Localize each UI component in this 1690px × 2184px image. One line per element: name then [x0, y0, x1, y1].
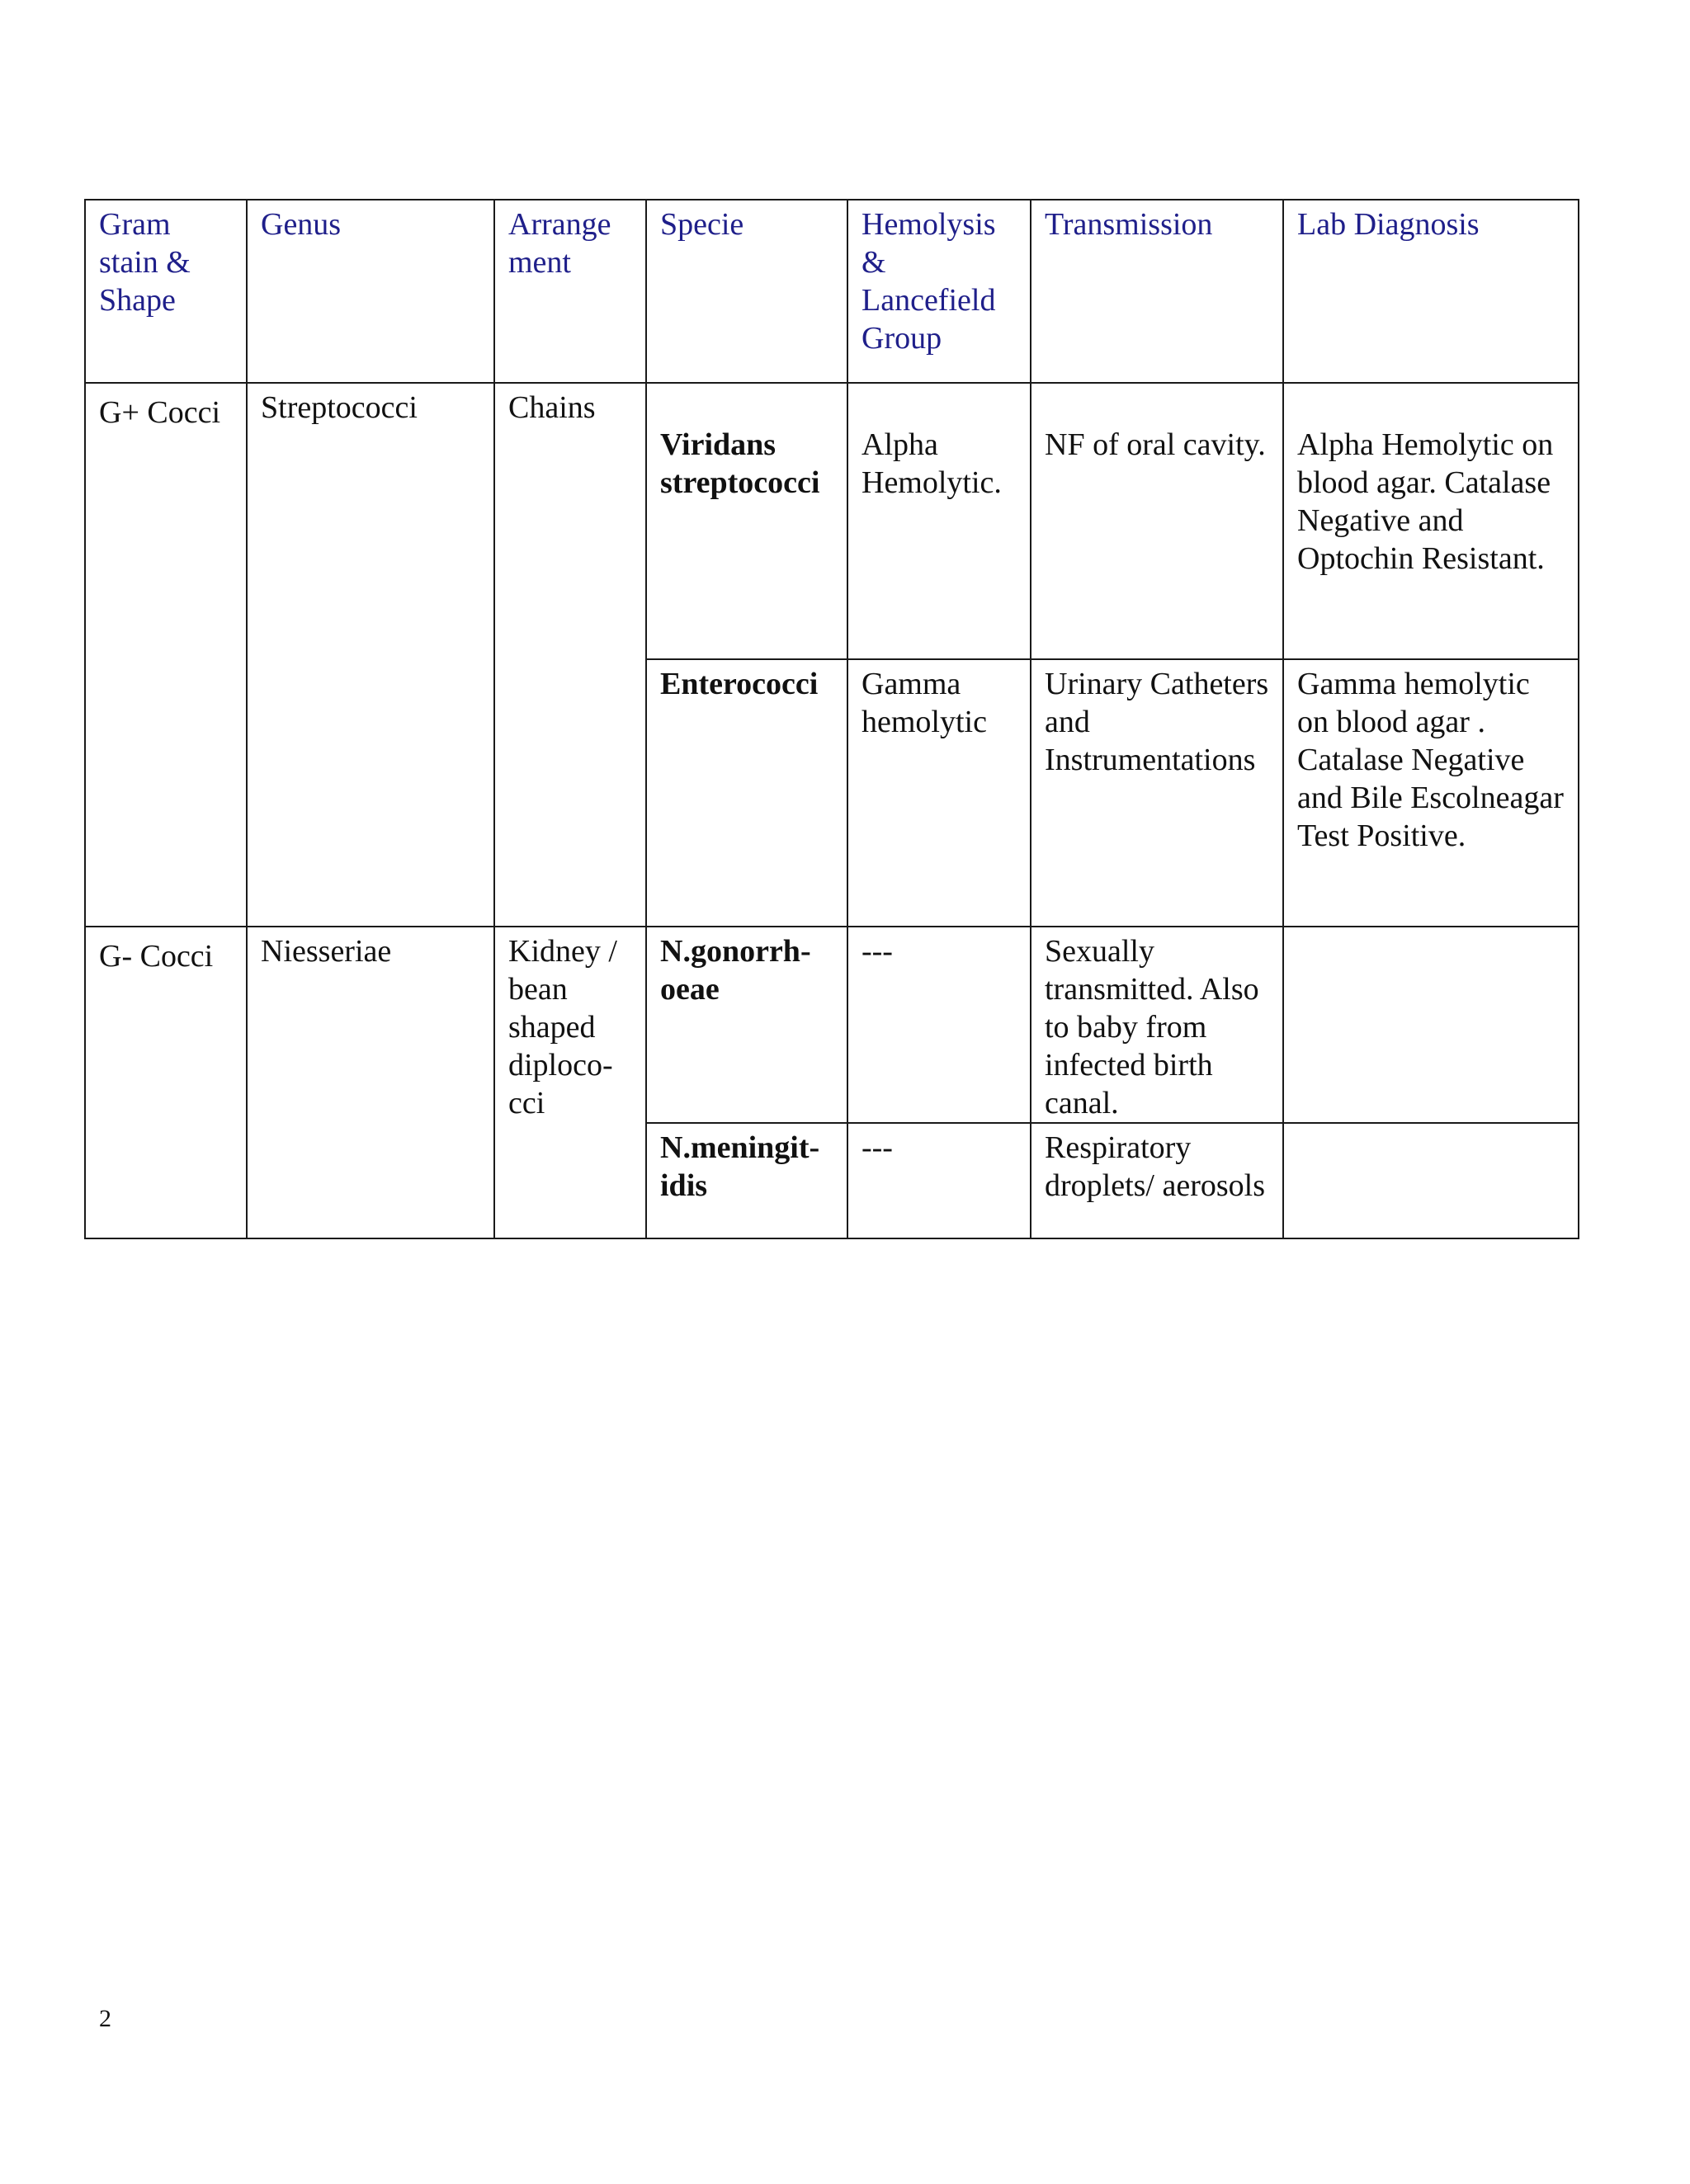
- header-arrangement: Arrange ment: [494, 200, 646, 383]
- table-row: [85, 383, 1579, 659]
- specie-cell: Viridans streptococci: [646, 383, 847, 659]
- lab-diagnosis-cell: [1283, 927, 1579, 1123]
- header-gram-stain: Gram stain & Shape: [85, 200, 247, 383]
- lab-diagnosis-cell: Alpha Hemolytic on blood agar. Catalase Negative and Optochin Resistant.: [1283, 383, 1579, 659]
- gram-cell: G+ Cocci: [85, 383, 247, 927]
- transmission-cell: Respiratory droplets/ aerosols: [1031, 1123, 1283, 1238]
- gram-cell: G- Cocci: [85, 927, 247, 1238]
- lab-diagnosis-cell: Gamma hemolytic on blood agar . Catalase Negative and Bile Escolneagar Test Positive.: [1283, 659, 1579, 927]
- header-row: [85, 200, 1579, 383]
- hemolysis-cell: ---: [847, 927, 1031, 1123]
- transmission-cell: NF of oral cavity.: [1031, 383, 1283, 659]
- table-row: [85, 927, 1579, 1123]
- genus-cell: Niesseriae: [247, 927, 494, 1238]
- page-number: 2: [99, 2005, 111, 2032]
- header-specie: Specie: [646, 200, 847, 383]
- header-transmission: Transmission: [1031, 200, 1283, 383]
- specie-cell: N.gonorrh- oeae: [646, 927, 847, 1123]
- hemolysis-cell: Alpha Hemolytic.: [847, 383, 1031, 659]
- arrangement-cell: Kidney / bean shaped diploco- cci: [494, 927, 646, 1238]
- specie-cell: N.meningit- idis: [646, 1123, 847, 1238]
- lab-diagnosis-cell: [1283, 1123, 1579, 1238]
- arrangement-cell: Chains: [494, 383, 646, 927]
- specie-cell: Enterococci: [646, 659, 847, 927]
- header-genus: Genus: [247, 200, 494, 383]
- header-lab-diagnosis: Lab Diagnosis: [1283, 200, 1579, 383]
- hemolysis-cell: ---: [847, 1123, 1031, 1238]
- transmission-cell: Sexually transmitted. Also to baby from infected birth canal.: [1031, 927, 1283, 1123]
- hemolysis-cell: Gamma hemolytic: [847, 659, 1031, 927]
- transmission-cell: Urinary Catheters and Instrumentations: [1031, 659, 1283, 927]
- genus-cell: Streptococci: [247, 383, 494, 927]
- bacteria-table: [84, 199, 1579, 1239]
- header-hemolysis: Hemolysis & Lancefield Group: [847, 200, 1031, 383]
